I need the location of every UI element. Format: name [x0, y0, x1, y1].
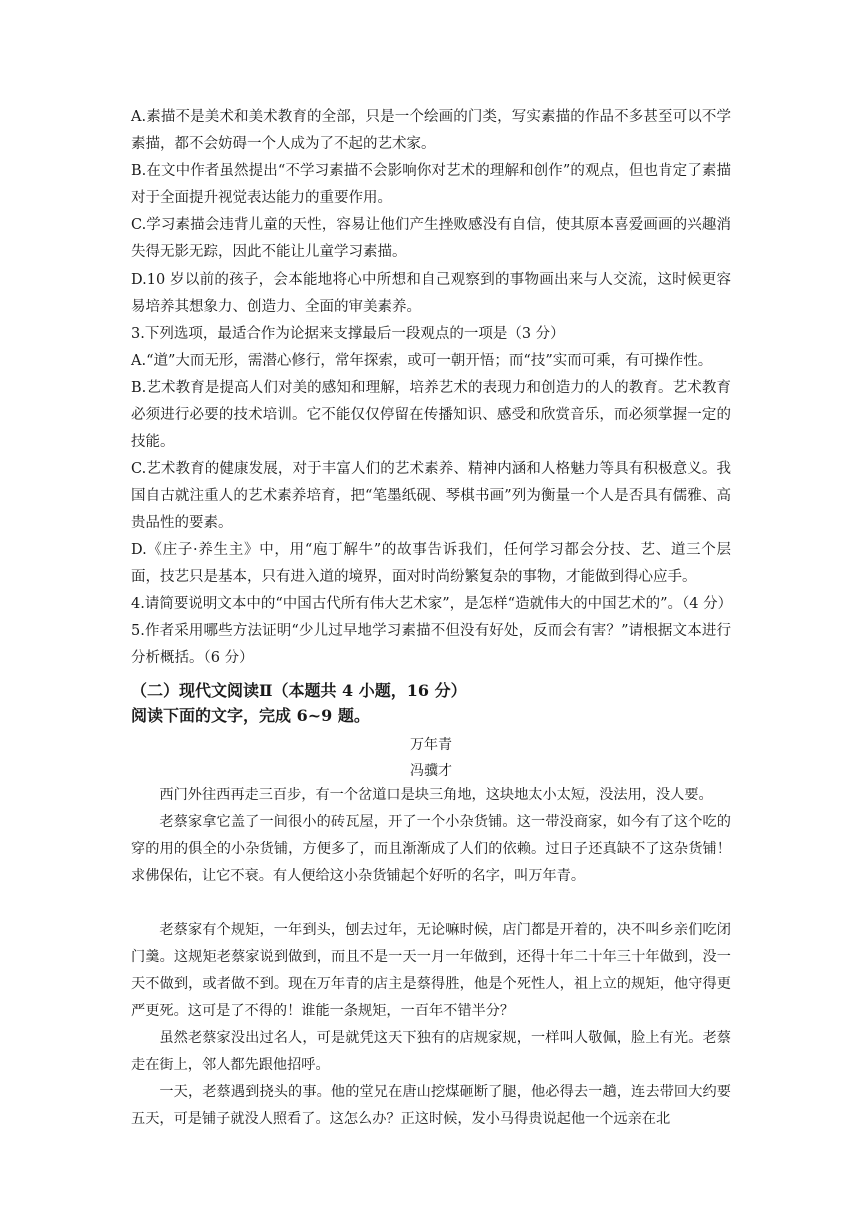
q5: 5.作者采用哪些方法证明“少儿过早地学习素描不但没有好处，反而会有害？”请根据文本进行分析概括。（6 分）	[131, 623, 731, 666]
story-paragraph: 一天，老蔡遇到挠头的事。他的堂兄在唐山挖煤砸断了腿，他必得去一趟，连去带回大约要五天，可是铺子就没人照看了。这怎么办？正这时候，发小马得贵说起他一个远亲在北	[131, 1084, 731, 1127]
section-heading: （二）现代文阅读Ⅱ（本题共 4 小题，16 分）	[131, 681, 467, 700]
q3-stem: 3.下列选项，最适合作为论据来支撑最后一段观点的一项是（3 分）	[131, 326, 565, 342]
q2-option-d: D.10 岁以前的孩子，会本能地将心中所想和自己观察到的事物画出来与人交流，这时候更容易培养其想象力、创造力、全面的审美素养。	[131, 272, 731, 315]
q2-option-a: A.素描不是美术和美术教育的全部，只是一个绘画的门类，写实素描的作品不多甚至可以不学素描，都不会妨碍一个人成为了不起的艺术家。	[131, 109, 731, 152]
q3-option-a: A.“道”大而无形，需潜心修行，常年探索，或可一朝开悟；而“技”实而可乘，有可操作性。	[131, 353, 713, 369]
q3-option-b: B.艺术教育是提高人们对美的感知和理解，培养艺术的表现力和创造力的人的教育。艺术教育必须进行必要的技术培训。它不能仅仅停留在传播知识、感受和欣赏音乐，而必须掌握一定的技能。	[131, 380, 731, 450]
q4: 4.请简要说明文本中的“中国古代所有伟大艺术家”，是怎样“造就伟大的中国艺术的”。（4 分）	[131, 596, 733, 612]
q3-option-d: D.《庄子·养生主》中，用“庖丁解牛”的故事告诉我们，任何学习都会分技、艺、道三个层面，技艺只是基本，只有进入道的境界，面对时尚纷繁复杂的事物，才能做到得心应手。	[131, 542, 731, 585]
q2-option-c: C.学习素描会违背儿童的天性，容易让他们产生挫败感没有自信，使其原本喜爱画画的兴趣消失得无影无踪，因此不能让儿童学习素描。	[131, 217, 731, 260]
q3-option-c: C.艺术教育的健康发展，对于丰富人们的艺术素养、精神内涵和人格魅力等具有积极意义。我国自古就注重人的艺术素养培育，把“笔墨纸砚、琴棋书画”列为衡量一个人是否具有儒雅、高贵品性的要素。	[131, 461, 731, 531]
story-paragraph: 虽然老蔡家没出过名人，可是就凭这天下独有的店规家规，一样叫人敬佩，脸上有光。老蔡走在街上，邻人都先跟他招呼。	[131, 1030, 731, 1073]
story-paragraph: 西门外往西再走三百步，有一个岔道口是块三角地，这块地太小太短，没法用，没人要。	[159, 787, 713, 803]
story-paragraph: 老蔡家有个规矩，一年到头，刨去过年，无论嘛时候，店门都是开着的，决不叫乡亲们吃闭门羹。这规矩老蔡家说到做到，而且不是一天一月一年做到，还得十年二十年三十年做到，没一天不做到，或者做不到。现在万年青的店主是蔡得胜，他是个死性人，祖上立的规矩，他守得更严更死。这可是了不得的！谁能一条规矩，一百年不错半分？	[131, 922, 731, 1019]
section-instruction: 阅读下面的文字，完成 6~9 题。	[131, 706, 370, 725]
story-paragraph: 老蔡家拿它盖了一间很小的砖瓦屋，开了一个小杂货铺。这一带没商家，如今有了这个吃的穿的用的俱全的小杂货铺，方便多了，而且渐渐成了人们的依赖。过日子还真缺不了这杂货铺！求佛保佑，让它不衰。有人便给这小杂货铺起个好听的名字，叫万年青。	[131, 814, 731, 884]
story-title: 万年青	[410, 737, 452, 753]
story-author: 冯骥才	[410, 763, 452, 779]
q2-option-b: B.在文中作者虽然提出“不学习素描不会影响你对艺术的理解和创作”的观点，但也肯定了素描对于全面提升视觉表达能力的重要作用。	[131, 163, 731, 206]
